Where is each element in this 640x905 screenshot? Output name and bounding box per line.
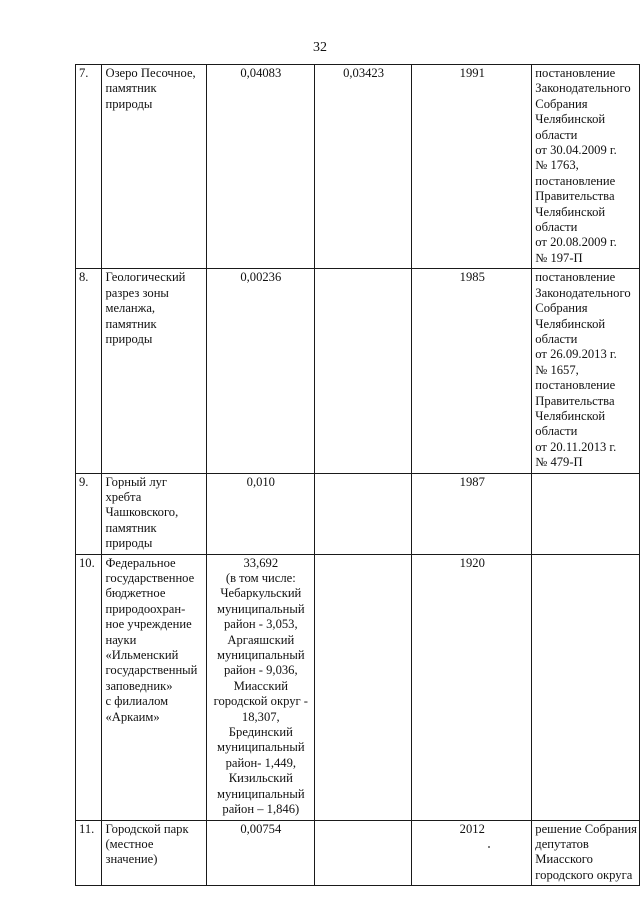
object-name-line: памятник (105, 316, 157, 331)
row-number: 11. (76, 820, 102, 886)
area-total-line: 33,692 (243, 555, 279, 570)
legal-documents-line: Челябинской (535, 408, 606, 423)
legal-documents-line: Собрания (535, 96, 588, 111)
year-established: 1987 (412, 473, 532, 554)
object-name-line: разрез зоны (105, 285, 169, 300)
legal-documents-line: от 30.04.2009 г. (535, 143, 617, 158)
row-number: 8. (76, 269, 102, 473)
legal-documents-line: области (535, 127, 578, 142)
object-name-line: Чашковского, (105, 505, 179, 520)
legal-documents-line: Миасского (535, 852, 593, 867)
scan-speck (488, 846, 490, 848)
legal-documents-line: № 479-П (535, 455, 583, 470)
object-name-line: Геологический (105, 270, 186, 285)
object-name-line: природы (105, 536, 153, 551)
area-part (314, 554, 411, 820)
object-name-line: Озеро Песочное, (105, 66, 196, 80)
legal-documents-line: Правительства (535, 189, 615, 204)
object-name-line: памятник (105, 81, 157, 96)
legal-documents (532, 554, 640, 820)
table-row (76, 269, 640, 473)
legal-documents-line: решение Собрания (535, 821, 637, 836)
legal-documents-line: Законодательного (535, 81, 631, 96)
row-number: 10. (76, 554, 102, 820)
legal-documents-line: Правительства (535, 393, 615, 408)
area-part: 0,03423 (314, 65, 411, 269)
area-total (206, 554, 314, 820)
area-total-line: 0,00236 (240, 270, 282, 285)
area-part (314, 820, 411, 886)
object-name (102, 554, 206, 820)
legal-documents-line: постановление (535, 173, 616, 188)
legal-documents-line: от 26.09.2013 г. (535, 347, 617, 362)
object-name (102, 65, 206, 269)
table-row (76, 820, 640, 886)
object-name-line: бюджетное (105, 586, 166, 601)
legal-documents-line: Челябинской (535, 112, 606, 127)
year-established: 1991 (412, 65, 532, 269)
object-name-line: заповедник» (105, 678, 173, 693)
object-name-line: Городской парк (105, 821, 189, 836)
legal-documents-line: постановление (535, 66, 616, 80)
object-name-line: природоохран- (105, 601, 186, 616)
object-name-line: Федеральное (105, 555, 176, 570)
legal-documents-line: области (535, 220, 578, 235)
legal-documents-line: Челябинской (535, 316, 606, 331)
object-name-line: природы (105, 96, 153, 111)
object-name-line: государственное (105, 571, 195, 585)
row-number: 7. (76, 65, 102, 269)
legal-documents (532, 473, 640, 554)
area-total-line: муниципальный (216, 786, 305, 801)
object-name-line: Горный луг (105, 474, 168, 489)
area-total (206, 65, 314, 269)
area-total-line: Чебаркульский (220, 586, 302, 601)
area-total-line: муниципальный (216, 601, 305, 616)
area-total-line: Кизильский (228, 771, 293, 786)
area-total-line: муниципальный (216, 648, 305, 663)
area-total-line: район - 3,053, (223, 617, 298, 632)
area-total-line: 18,307, (241, 709, 280, 724)
protected-areas-table (75, 64, 640, 886)
area-total-line: район- 1,449, (225, 755, 297, 770)
legal-documents-line: области (535, 331, 578, 346)
legal-documents-line: № 197-П (535, 250, 583, 265)
legal-documents-line: постановление (535, 378, 616, 393)
object-name (102, 269, 206, 473)
area-total-line: 0,04083 (240, 66, 282, 80)
legal-documents-line: Челябинской (535, 204, 606, 219)
legal-documents-line: постановление (535, 270, 616, 285)
object-name-line: значение) (105, 852, 158, 867)
area-total-line: муниципальный (216, 740, 305, 755)
area-total-line: район - 9,036, (223, 663, 298, 678)
legal-documents-line: от 20.11.2013 г. (535, 439, 617, 454)
object-name-line: памятник (105, 520, 157, 535)
object-name-line: природы (105, 331, 153, 346)
object-name-line: науки (105, 632, 137, 647)
legal-documents-line: Собрания (535, 301, 588, 316)
year-established: 2012 (412, 820, 532, 886)
area-total-line: городской округ - (213, 694, 309, 709)
legal-documents-line: области (535, 424, 578, 439)
object-name-line: «Аркаим» (105, 709, 160, 724)
area-total-line: 0,00754 (240, 821, 282, 836)
area-part (314, 473, 411, 554)
object-name-line: меланжа, (105, 301, 156, 316)
object-name-line: государственный (105, 663, 198, 678)
object-name (102, 820, 206, 886)
object-name-line: с филиалом (105, 694, 169, 709)
legal-documents (532, 269, 640, 473)
object-name (102, 473, 206, 554)
legal-documents-line: № 1763, (535, 158, 579, 173)
area-total-line: Аргаяшский (227, 632, 295, 647)
table-row (76, 65, 640, 269)
area-total (206, 820, 314, 886)
table-row (76, 473, 640, 554)
area-total (206, 473, 314, 554)
area-part (314, 269, 411, 473)
area-total-line: (в том числе: (225, 571, 296, 585)
area-total-line: 0,010 (246, 474, 275, 489)
page-number: 32 (313, 40, 327, 55)
object-name-line: (местное (105, 836, 154, 851)
legal-documents-line: городского округа (535, 867, 633, 882)
legal-documents (532, 65, 640, 269)
area-total (206, 269, 314, 473)
legal-documents (532, 820, 640, 886)
table-row (76, 554, 640, 820)
object-name-line: хребта (105, 489, 142, 504)
legal-documents-line: депутатов (535, 836, 589, 851)
area-total-line: район – 1,846) (222, 802, 300, 817)
object-name-line: ное учреждение (105, 617, 192, 632)
area-total-line: Миасский (233, 678, 288, 693)
legal-documents-line: от 20.08.2009 г. (535, 235, 617, 250)
year-established: 1985 (412, 269, 532, 473)
row-number: 9. (76, 473, 102, 554)
year-established: 1920 (412, 554, 532, 820)
object-name-line: «Ильменский (105, 648, 179, 663)
legal-documents-line: Законодательного (535, 285, 631, 300)
area-total-line: Брединский (228, 725, 293, 740)
legal-documents-line: № 1657, (535, 362, 579, 377)
